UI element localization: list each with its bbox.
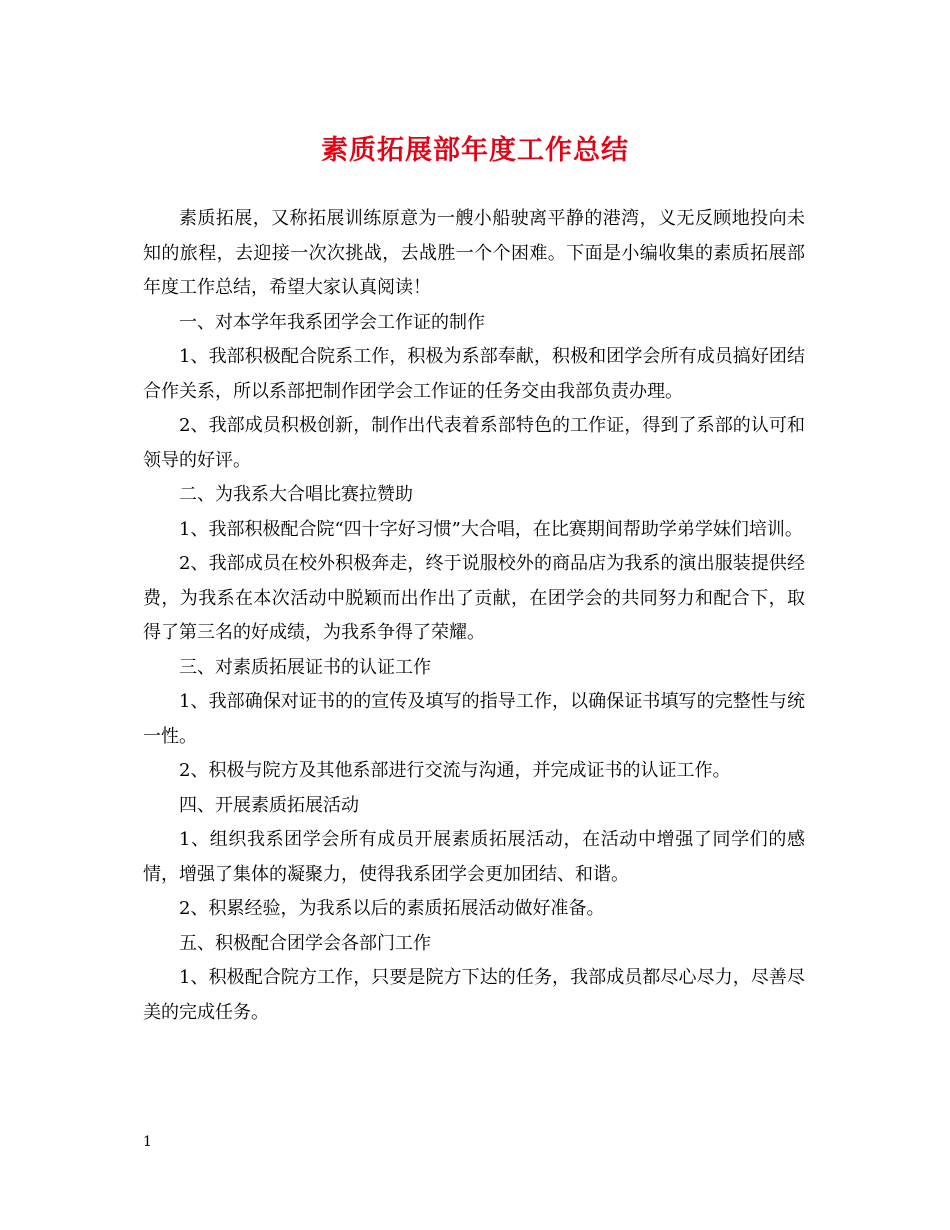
page-number: 1	[143, 1134, 152, 1150]
document-body	[143, 202, 805, 1030]
section-heading-2: 二、为我系大合唱比赛拉赞助	[179, 484, 413, 505]
section-heading-5: 五、积极配合团学会各部门工作	[179, 932, 431, 954]
section-heading-4: 四、开展素质拓展活动	[179, 794, 359, 816]
document-title: 素质拓展部年度工作总结	[321, 135, 629, 166]
body-paragraph: 1、积极配合院方工作，只要是院方下达的任务，我部成员都尽心尽力，尽善尽美的完成任务。	[143, 967, 805, 1023]
section-heading-1: 一、对本学年我系团学会工作证的制作	[179, 311, 485, 333]
body-paragraph: 2、我部成员积极创新，制作出代表着系部特色的工作证，得到了系部的认可和领导的好评。	[143, 415, 805, 471]
body-paragraph: 1、组织我系团学会所有成员开展素质拓展活动，在活动中增强了同学们的感情，增强了集体的凝聚力，使得我系团学会更加团结、和谐。	[143, 829, 805, 885]
body-paragraph: 2、我部成员在校外积极奔走，终于说服校外的商品店为我系的演出服装提供经费，为我系在本次活动中脱颖而出作出了贡献，在团学会的共同努力和配合下，取得了第三名的好成绩，为我系争得了荣耀。	[143, 553, 805, 643]
body-paragraph: 1、我部确保对证书的的宣传及填写的指导工作，以确保证书填写的完整性与统一性。	[143, 691, 805, 747]
body-paragraph: 1、我部积极配合院系工作，积极为系部奉献，积极和团学会所有成员搞好团结合作关系，所以系部把制作团学会工作证的任务交由我部负责办理。	[143, 346, 805, 402]
body-paragraph: 2、积累经验，为我系以后的素质拓展活动做好准备。	[179, 898, 605, 919]
body-paragraph: 1、我部积极配合院“四十字好习惯”大合唱，在比赛期间帮助学弟学妹们培训。	[179, 518, 803, 540]
section-heading-3: 三、对素质拓展证书的认证工作	[179, 656, 431, 678]
body-paragraph: 2、积极与院方及其他系部进行交流与沟通，并完成证书的认证工作。	[179, 760, 731, 781]
intro-paragraph: 素质拓展，又称拓展训练原意为一艘小船驶离平静的港湾，义无反顾地投向未知的旅程，去迎接一次次挑战，去战胜一个个困难。下面是小编收集的素质拓展部年度工作总结，希望大家认真阅读！	[143, 208, 805, 298]
